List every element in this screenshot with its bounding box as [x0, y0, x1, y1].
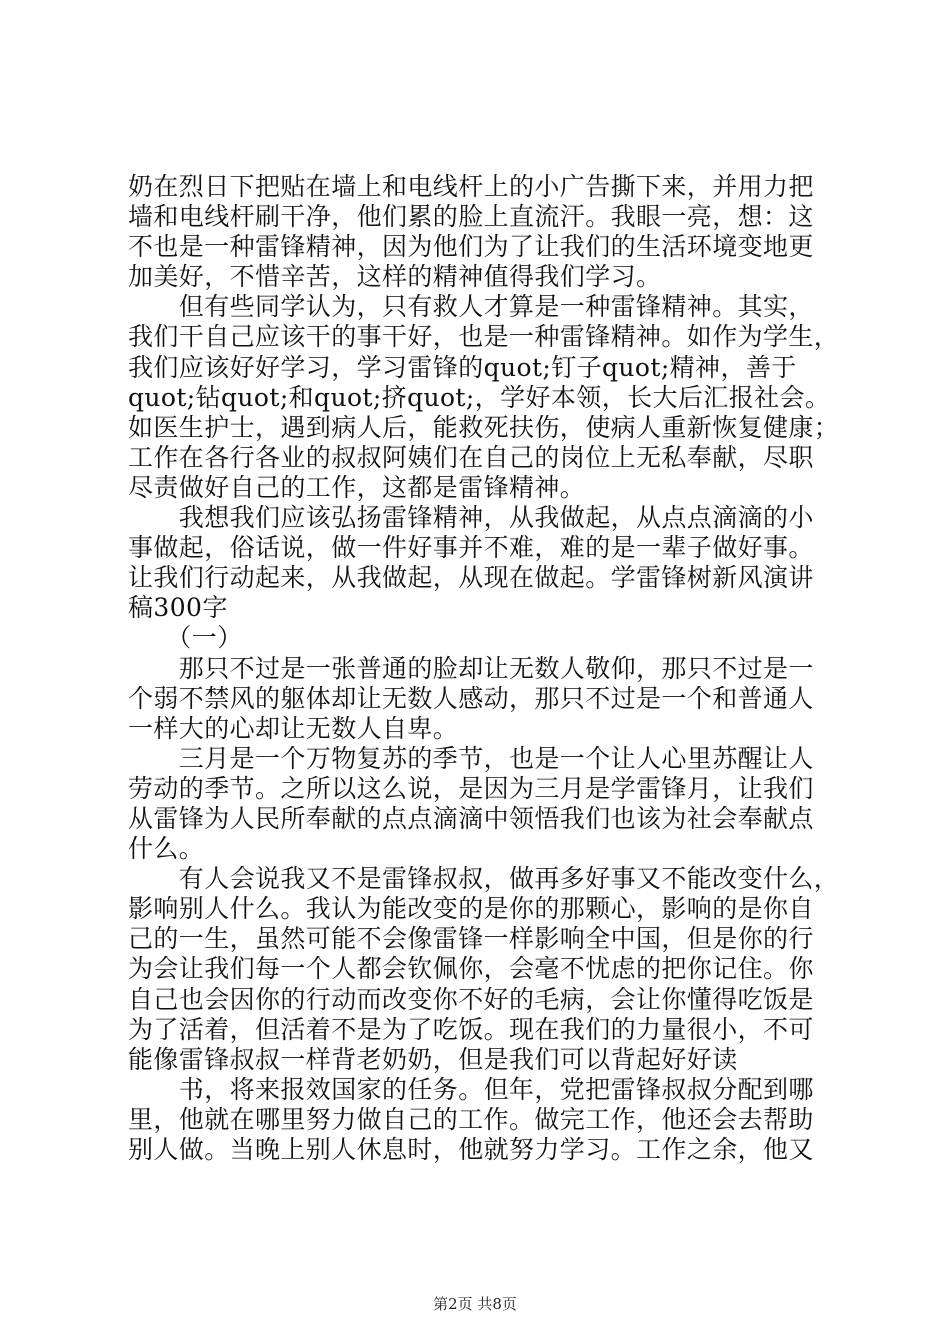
page-footer	[0, 1294, 950, 1314]
text-line: 我想我们应该弘扬雷锋精神，从我做起，从点点滴滴的小	[128, 503, 814, 533]
section-heading: （一）	[128, 623, 243, 653]
text-line: 奶在烈日下把贴在墙上和电线杆上的小广告撕下来，并用力把	[128, 172, 814, 201]
text-line: 工作在各行各业的叔叔阿姨们在自己的岗位上无私奉献，尽职	[128, 442, 814, 472]
page-number-label: 第2页 共8页	[433, 1295, 517, 1313]
text-line: 我们应该好好学习，学习雷锋的quot;钉子quot;精神，善于	[128, 352, 797, 382]
text-line: 尽责做好自己的工作，这都是雷锋精神。	[128, 472, 586, 502]
text-line: 从雷锋为人民所奉献的点点滴滴中领悟我们也该为社会奉献点	[128, 803, 814, 833]
text-line: 墙和电线杆刷干净，他们累的脸上直流汗。我眼一亮，想：这	[128, 202, 814, 232]
text-line: 影响别人什么。我认为能改变的是你的那颗心，影响的是你自	[128, 894, 814, 924]
text-line: 自己也会因你的行动而改变你不好的毛病，会让你懂得吃饭是	[128, 984, 814, 1014]
text-line: 不也是一种雷锋精神，因为他们为了让我们的生活环境变地更	[128, 232, 814, 262]
text-line: 那只不过是一张普通的脸却让无数人敬仰，那只不过是一	[128, 653, 814, 683]
text-line: 稿300字	[128, 593, 228, 623]
text-line: 书，将来报效国家的任务。但年，党把雷锋叔叔分配到哪	[128, 1074, 814, 1104]
text-line: 如医生护士，遇到病人后，能救死扶伤，使病人重新恢复健康；	[128, 412, 840, 442]
body-text	[128, 172, 840, 1165]
text-line: 但有些同学认为，只有救人才算是一种雷锋精神。其实，	[128, 292, 814, 322]
text-line: 己的一生，虽然可能不会像雷锋一样影响全中国，但是你的行	[128, 924, 814, 954]
text-line: 三月是一个万物复苏的季节，也是一个让人心里苏醒让人	[128, 743, 814, 773]
text-line: 什么。	[128, 834, 205, 864]
text-line: 能像雷锋叔叔一样背老奶奶，但是我们可以背起好好读	[128, 1044, 738, 1074]
text-line: 一样大的心却让无数人自卑。	[128, 713, 459, 743]
text-line: quot;钻quot;和quot;挤quot;，学好本领，长大后汇报社会。	[128, 382, 831, 412]
text-line: 为了活着，但活着不是为了吃饭。现在我们的力量很小，不可	[128, 1014, 814, 1044]
text-line: 个弱不禁风的躯体却让无数人感动，那只不过是一个和普通人	[128, 683, 814, 713]
text-line: 为会让我们每一个人都会钦佩你，会毫不忧虑的把你记住。你	[128, 954, 814, 984]
text-line: 劳动的季节。之所以这么说，是因为三月是学雷锋月，让我们	[128, 773, 814, 803]
text-line: 加美好，不惜辛苦，这样的精神值得我们学习。	[128, 262, 662, 292]
text-line: 别人做。当晚上别人休息时，他就努力学习。工作之余，他又	[128, 1135, 814, 1164]
text-line: 我们干自己应该干的事干好，也是一种雷锋精神。如作为学生，	[128, 322, 840, 352]
text-line: 里，他就在哪里努力做自己的工作。做完工作，他还会去帮助	[128, 1104, 814, 1134]
text-line: 有人会说我又不是雷锋叔叔，做再多好事又不能改变什么，	[128, 864, 840, 894]
text-line: 让我们行动起来，从我做起，从现在做起。学雷锋树新风演讲	[128, 563, 814, 593]
text-line: 事做起，俗话说，做一件好事并不难，难的是一辈子做好事。	[128, 533, 814, 563]
